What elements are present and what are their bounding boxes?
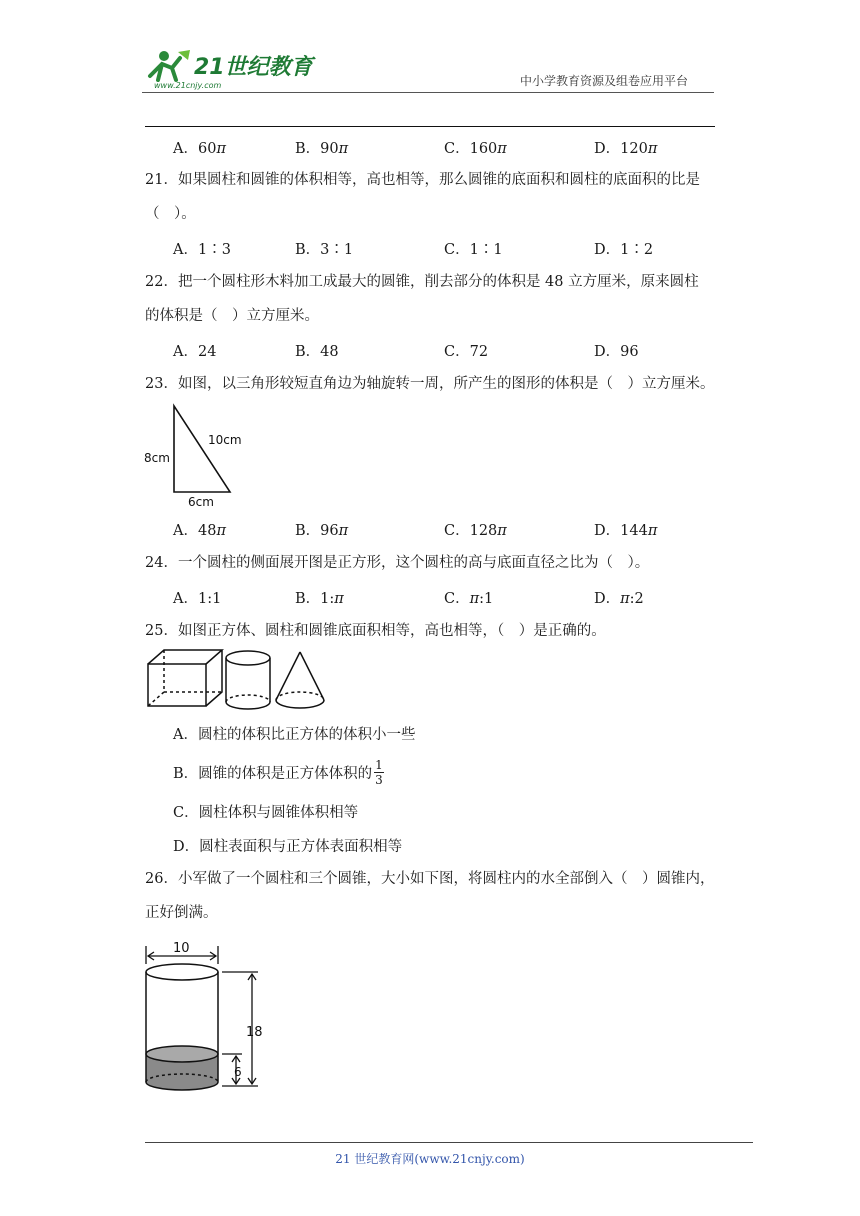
runner-logo-icon <box>150 50 190 80</box>
q21-option-d: D．1∶2 <box>594 242 654 258</box>
q20-option-a: A．60π <box>173 141 226 157</box>
header-divider <box>142 92 714 93</box>
q23-option-b: B．96π <box>295 523 349 539</box>
cylinder-body <box>146 964 218 1090</box>
q23-option-c: C．128π <box>444 523 507 539</box>
header-platform-text: 中小学教育资源及组卷应用平台 <box>520 74 689 88</box>
q23-text-line1: 23．如图，以三角形较短直角边为轴旋转一周，所产生的图形的体积是（ ）立方厘米。 <box>145 376 715 392</box>
q23-option-d: D．144π <box>594 523 658 539</box>
top-dimension-label: 10 <box>173 941 190 956</box>
q25-option-a: A．圆柱的体积比正方体的体积小一些 <box>173 727 416 743</box>
cube-shape <box>148 650 222 706</box>
q22-option-c: C．72 <box>444 344 489 360</box>
q24-option-a: A．1:1 <box>173 591 222 607</box>
q21-text-line1: 21．如果圆柱和圆锥的体积相等，高也相等，那么圆锥的底面积和圆柱的底面积的比是 <box>145 172 700 188</box>
q22-option-a: A．24 <box>173 344 217 360</box>
q24-text-line1: 24．一个圆柱的侧面展开图是正方形，这个圆柱的高与底面直径之比为（ ）。 <box>145 555 650 571</box>
water-cylinder-figure <box>138 938 268 1096</box>
q23-option-a: A．48π <box>173 523 226 539</box>
triangle-shape <box>174 406 230 492</box>
q21-text-line2: （ ）。 <box>145 206 196 222</box>
q21-option-b: B．3∶1 <box>295 242 354 258</box>
height-label-18: 18 <box>246 1025 263 1040</box>
q22-text-line1: 22．把一个圆柱形木料加工成最大的圆锥，削去部分的体积是 48 立方厘米，原来圆柱 <box>145 274 699 290</box>
cube-cylinder-cone-figure <box>144 646 330 712</box>
q20-option-d: D．120π <box>594 141 658 157</box>
q26-text-line1: 26．小军做了一个圆柱和三个圆锥，大小如下图，将圆柱内的水全部倒入（ ）圆锥内， <box>145 871 715 887</box>
q25-option-d: D．圆柱表面积与正方体表面积相等 <box>173 839 403 855</box>
q22-option-b: B．48 <box>295 344 339 360</box>
q21-option-c: C．1∶1 <box>444 242 503 258</box>
triangle-left-label: 8cm <box>144 451 170 465</box>
right-triangle-figure <box>140 400 260 510</box>
logo-url: www.21cnjy.com <box>154 81 222 90</box>
top-divider <box>145 126 715 127</box>
logo-title: 21世纪教育 <box>194 55 313 80</box>
q24-option-b: B．1:π <box>295 591 344 607</box>
q25-text-line1: 25．如图正方体、圆柱和圆锥底面积相等，高也相等，（ ）是正确的。 <box>145 623 606 639</box>
water-height-label-6: 6 <box>234 1065 242 1079</box>
one-third-fraction: $\frac{1}{3}$ <box>375 758 383 787</box>
triangle-hyp-label: 10cm <box>208 433 242 447</box>
q22-option-d: D．96 <box>594 344 639 360</box>
q24-option-c: C．π:1 <box>444 591 494 607</box>
q25-option-c: C．圆柱体积与圆锥体积相等 <box>173 805 359 821</box>
q21-option-a: A．1∶3 <box>173 242 231 258</box>
triangle-bottom-label: 6cm <box>188 495 214 509</box>
q22-text-line2: 的体积是（ ）立方厘米。 <box>145 308 319 324</box>
footer-divider <box>145 1142 753 1143</box>
cylinder-shape <box>226 651 270 709</box>
q20-option-b: B．90π <box>295 141 349 157</box>
site-logo <box>142 46 322 92</box>
cone-shape <box>276 652 324 708</box>
footer-site-link[interactable]: 21 世纪教育网(www.21cnjy.com) <box>335 1152 525 1166</box>
q24-option-d: D．π:2 <box>594 591 644 607</box>
q20-option-c: C．160π <box>444 141 507 157</box>
q26-text-line2: 正好倒满。 <box>145 905 218 921</box>
q25-option-b: B．圆锥的体积是正方体体积的 $\frac{1}{3}$ <box>173 758 383 787</box>
